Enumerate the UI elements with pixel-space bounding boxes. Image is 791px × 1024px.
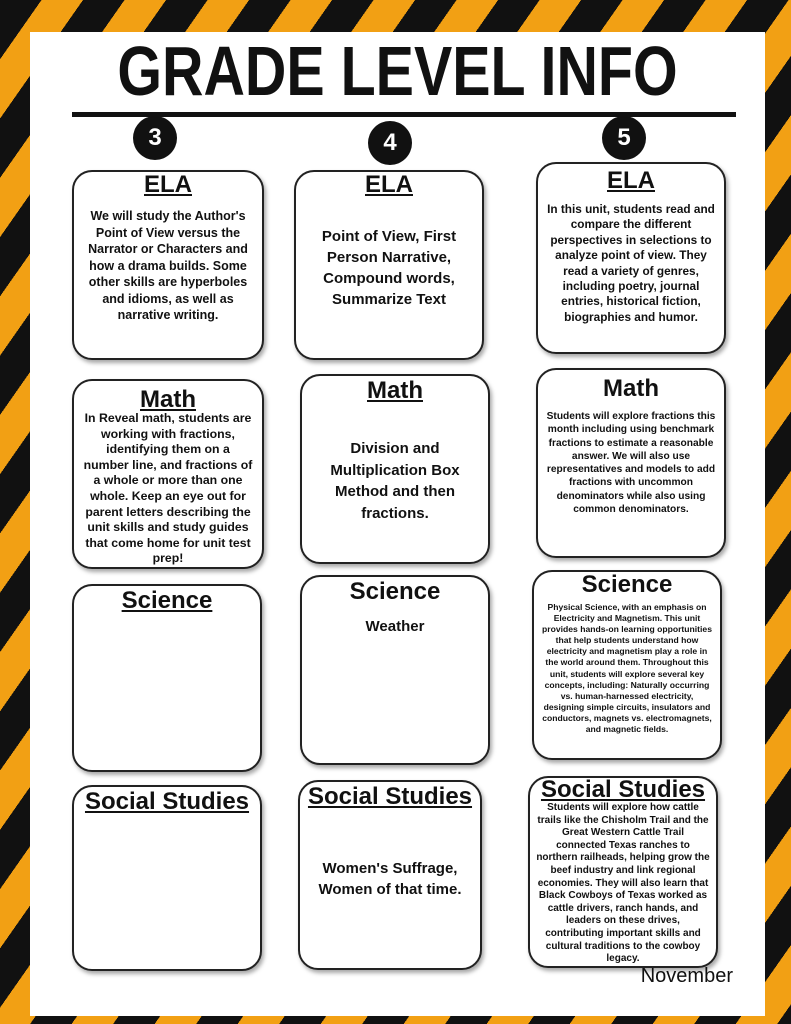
card-text: Point of View, First Person Narrative, Compound words, Summarize Text [321,228,457,308]
card-text: Weather [365,618,425,635]
card-heading: Science [581,571,673,598]
grade-4-ela-card [294,170,484,360]
card-text: Physical Science, with an emphasis on Electricity and Magnetism. This unit provides hands-on learning opportunities that help students understand how electricity and magnetism play a role in the world around them. Throughout this unit, students will explore several key concepts, including: Naturally occurring vs. human-harnessed electricity, designing simple circuits, insulators and conductors, magnets vs. electromagnets, and magnetic fields. [542,602,712,735]
flyer-page [30,32,765,1016]
card-heading: Math [367,377,423,404]
card-text: Division and Multiplication Box Method and then fractions. [330,440,460,522]
grade-4-social-studies-card [298,780,482,970]
page-title: GRADE LEVEL INFO [117,32,678,110]
grade-5-social-studies-card [528,776,718,968]
title-divider [72,112,736,117]
card-text: Women's Suffrage, Women of that time. [318,860,462,898]
card-heading: Social Studies [307,783,473,810]
card-heading: Science [349,578,441,605]
card-heading: Math [603,375,659,402]
grade-3-science-card [72,584,262,772]
card-heading: ELA [365,171,413,198]
grade-4-science-card [300,575,490,765]
grade-4-math-card [300,374,490,564]
grade-3-social-studies-card [72,785,262,971]
month-label: November [640,965,733,987]
grade-4-badge: 4 [368,121,412,165]
card-heading: ELA [144,171,192,198]
card-text: Students will explore how cattle trails like the Chisholm Trail and the Great Western Cattle Trail connected Texas ranches to northern railheads, helping grow the beef industry and link regional economies. They will also learn that Black Cowboys of Texas worked as cattle drivers, ranch hands, and leaders on these drives, contributing important skills and cultural traditions to the cowboy legacy. [536,802,710,965]
card-heading: Social Studies [540,776,706,803]
card-heading: Social Studies [84,788,250,815]
card-text: Students will explore fractions this month including using benchmark fractions to estimate a reasonable answer. We will also use representatives and models to add fractions with uncommon denominators while also using common denominators. [546,411,716,516]
grade-3-math-card [72,379,264,569]
grade-3-ela-card [72,170,264,360]
card-heading: Science [121,587,213,614]
card-text: In Reveal math, students are working with fractions, identifying them on a number line, and fractions of a whole or more than one whole. Keep an eye out for parent letters describing the unit skills and study guides that come home for unit test prep! [83,411,253,566]
card-heading: Math [140,386,196,413]
grade-5-badge: 5 [602,116,646,160]
grade-5-ela-card [536,162,726,354]
grade-5-science-card [532,570,722,760]
grade-3-badge: 3 [133,116,177,160]
card-text: We will study the Author's Point of View versus the Narrator or Characters and how a drama builds. Some other skills are hyperboles and idioms, as well as narrative writing. [88,209,248,322]
card-text: In this unit, students read and compare the different perspectives in selections to analyze point of view. They read a variety of genres, including poetry, journal entries, historical fiction, biographies and humor. [547,202,715,324]
grade-5-math-card [536,368,726,558]
card-heading: ELA [607,167,655,194]
